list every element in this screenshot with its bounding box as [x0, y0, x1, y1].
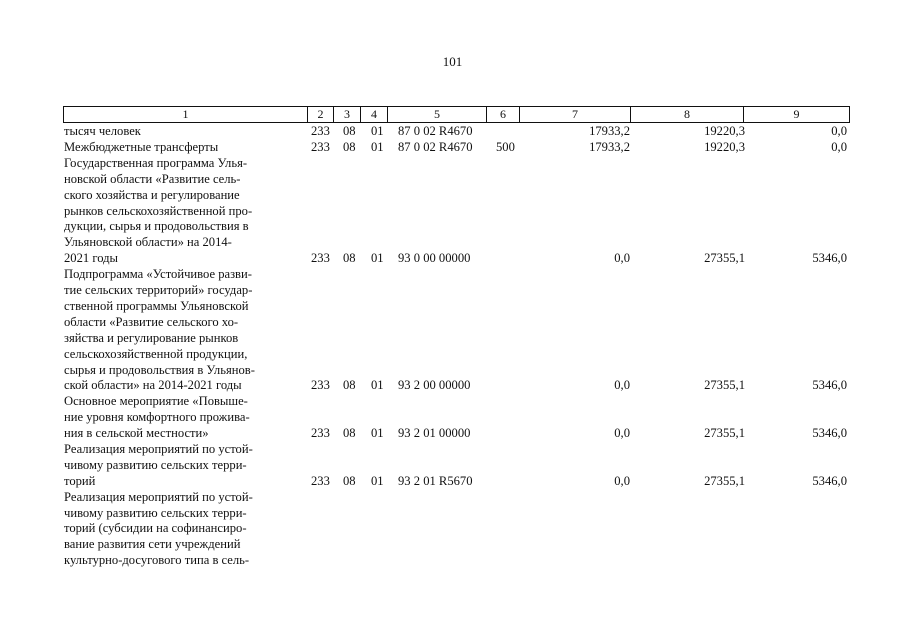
description-line: Подпрограмма «Устойчивое разви-	[64, 267, 252, 282]
cell-c2: 233	[311, 139, 330, 154]
column-header-5: 5	[388, 107, 487, 123]
cell-c8: 27355,1	[704, 251, 745, 266]
cell-c4: 01	[371, 473, 384, 488]
row-values	[0, 378, 905, 394]
cell-c4: 01	[371, 378, 384, 393]
column-header-6: 6	[487, 107, 520, 123]
column-header-4: 4	[361, 107, 388, 123]
description-line: Ульяновской области» на 2014-	[64, 235, 232, 250]
cell-c2: 233	[311, 426, 330, 441]
column-header-3: 3	[334, 107, 361, 123]
cell-c4: 01	[371, 139, 384, 154]
row-values	[0, 251, 905, 267]
cell-c2: 233	[311, 473, 330, 488]
description-line: рынков сельскохозяйственной про-	[64, 203, 253, 218]
description-line: Реализация мероприятий по устой-	[64, 489, 253, 504]
description-line: зяйства и регулирование рынков	[64, 330, 239, 345]
description-line: торий	[64, 473, 96, 488]
description-line: культурно-досугового типа в сель-	[64, 553, 250, 568]
description-line: новской области «Развитие сель-	[64, 171, 241, 186]
row-values	[0, 474, 905, 490]
cell-c9: 5346,0	[812, 378, 847, 393]
description-line: Реализация мероприятий по устой-	[64, 441, 253, 456]
cell-c8: 19220,3	[704, 123, 745, 138]
cell-c5: 93 2 01 R5670	[398, 473, 473, 488]
table-row	[0, 267, 905, 394]
row-values	[0, 124, 905, 140]
row-values	[0, 426, 905, 442]
column-header-7: 7	[520, 107, 631, 123]
cell-c5: 87 0 02 R4670	[398, 123, 473, 138]
description-line: Государственная программа Улья-	[64, 155, 248, 170]
description-line: тие сельских территорий» государ-	[64, 282, 253, 297]
cell-c8: 27355,1	[704, 378, 745, 393]
column-header-1: 1	[64, 107, 308, 123]
cell-c7: 0,0	[614, 426, 630, 441]
cell-c4: 01	[371, 251, 384, 266]
page-number: 101	[442, 54, 463, 69]
cell-c4: 01	[371, 123, 384, 138]
description-line: Межбюджетные трансферты	[64, 139, 219, 154]
column-header-8: 8	[631, 107, 744, 123]
cell-c9: 0,0	[831, 139, 847, 154]
table-row	[0, 124, 905, 140]
description-line: ственной программы Ульяновской	[64, 298, 249, 313]
cell-c2: 233	[311, 251, 330, 266]
cell-c8: 27355,1	[704, 426, 745, 441]
description-line: вание развития сети учреждений	[64, 537, 241, 552]
cell-c7: 0,0	[614, 251, 630, 266]
description-line: чивому развитию сельских терри-	[64, 457, 247, 472]
description-line: ния в сельской местности»	[64, 426, 209, 441]
cell-c3: 08	[343, 378, 356, 393]
row-description	[64, 267, 297, 394]
row-values	[0, 553, 905, 569]
cell-c9: 5346,0	[812, 251, 847, 266]
cell-c9: 5346,0	[812, 426, 847, 441]
cell-c4: 01	[371, 426, 384, 441]
description-line: сельскохозяйственной продукции,	[64, 346, 248, 361]
description-line: ние уровня комфортного прожива-	[64, 410, 250, 425]
column-header-2: 2	[308, 107, 334, 123]
description-line: дукции, сырья и продовольствия в	[64, 219, 249, 234]
cell-c9: 5346,0	[812, 473, 847, 488]
description-line: тысяч человек	[64, 124, 141, 138]
cell-c5: 93 2 01 00000	[398, 426, 471, 441]
description-line: ского хозяйства и регулирование	[64, 187, 240, 202]
cell-c7: 0,0	[614, 378, 630, 393]
table-row	[0, 490, 905, 570]
cell-c3: 08	[343, 473, 356, 488]
cell-c8: 19220,3	[704, 139, 745, 154]
description-line: сырья и продовольствия в Ульянов-	[64, 362, 255, 377]
table-row	[0, 442, 905, 490]
cell-c5: 87 0 02 R4670	[398, 139, 473, 154]
cell-c7: 0,0	[614, 473, 630, 488]
description-line: Основное мероприятие «Повыше-	[64, 394, 248, 409]
cell-c6: 500	[496, 139, 515, 154]
cell-c3: 08	[343, 251, 356, 266]
cell-c2: 233	[311, 123, 330, 138]
column-header-row	[64, 107, 850, 123]
table-row	[0, 394, 905, 442]
cell-c7: 17933,2	[589, 139, 630, 154]
description-line: торий (субсидии на софинансиро-	[64, 521, 247, 536]
description-line: чивому развитию сельских терри-	[64, 505, 247, 520]
table-row	[0, 140, 905, 156]
cell-c9: 0,0	[831, 123, 847, 138]
cell-c5: 93 2 00 00000	[398, 378, 471, 393]
description-line: области «Развитие сельского хо-	[64, 314, 239, 329]
cell-c3: 08	[343, 123, 356, 138]
cell-c3: 08	[343, 139, 356, 154]
description-line: 2021 годы	[64, 251, 118, 266]
table-body	[0, 124, 905, 569]
row-values	[0, 140, 905, 156]
description-line: ской области» на 2014-2021 годы	[64, 378, 242, 393]
cell-c8: 27355,1	[704, 473, 745, 488]
cell-c5: 93 0 00 00000	[398, 251, 471, 266]
cell-c7: 17933,2	[589, 123, 630, 138]
column-header-table	[63, 106, 850, 123]
cell-c3: 08	[343, 426, 356, 441]
cell-c2: 233	[311, 378, 330, 393]
column-header-9: 9	[744, 107, 850, 123]
table-row	[0, 156, 905, 267]
